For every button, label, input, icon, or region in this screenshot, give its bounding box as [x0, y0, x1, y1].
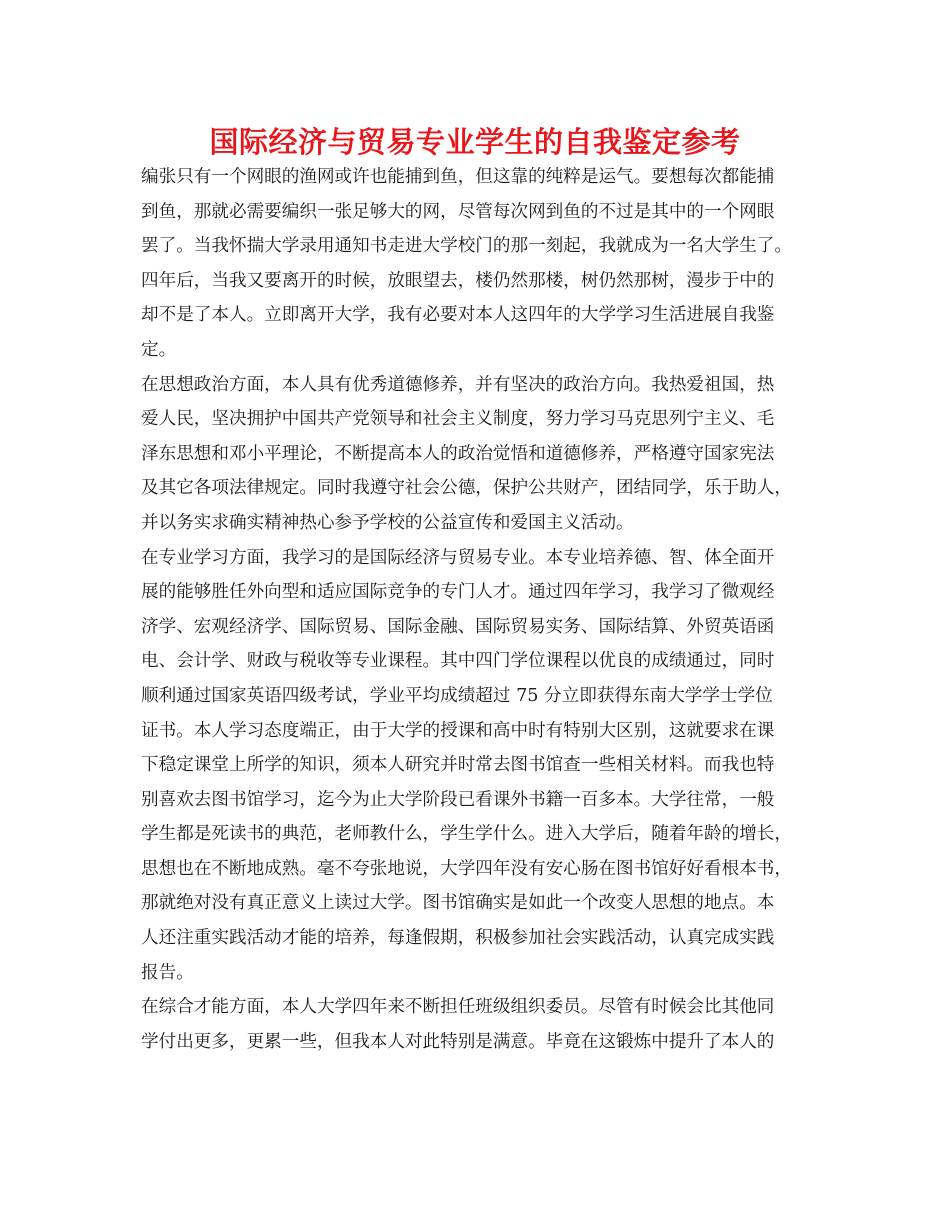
text-line-20: 学生都是死读书的典范，老师教什么，学生学什么。进入大学后，随着年龄的增长， — [141, 824, 792, 845]
text-line-11: 并以务实求确实精神热心参予学校的公益宣传和爱国主义活动。 — [141, 512, 634, 533]
text-line-26: 学付出更多，更累一些，但我本人对此特别是满意。毕竟在这锻炼中提升了本人的 — [141, 1031, 775, 1052]
text-line-3: 罢了。当我怀揣大学录用通知书走进大学校门的那一刻起，我就成为一名大学生了。 — [141, 236, 792, 257]
text-line-19: 别喜欢去图书馆学习，迄今为止大学阶段已看课外书籍一百多本。大学往常，一般 — [141, 789, 775, 810]
text-line-25: 在综合才能方面，本人大学四年来不断担任班级组织委员。尽管有时候会比其他同 — [141, 997, 775, 1018]
text-line-17: 证书。本人学习态度端正，由于大学的授课和高中时有特别大区别，这就要求在课 — [141, 720, 775, 741]
text-line-8: 爱人民，坚决拥护中国共产党领导和社会主义制度，努力学习马克思列宁主义、毛 — [141, 409, 775, 430]
text-line-5: 却不是了本人。立即离开大学，我有必要对本人这四年的大学学习生活进展自我鉴 — [141, 305, 775, 326]
text-line-13: 展的能够胜任外向型和适应国际竞争的专门人才。通过四年学习，我学习了微观经 — [141, 582, 775, 603]
text-line-10: 及其它各项法律规定。同时我遵守社会公德，保护公共财产，团结同学，乐于助人， — [141, 478, 792, 499]
text-line-21: 思想也在不断地成熟。毫不夸张地说，大学四年没有安心肠在图书馆好好看根本书， — [141, 858, 792, 879]
text-line-6: 定。 — [141, 339, 177, 360]
text-line-24: 报告。 — [141, 962, 194, 983]
text-line-16: 顺利通过国家英语四级考试，学业平均成绩超过 75 分立即获得东南大学学士学位 — [141, 685, 773, 706]
text-line-2: 到鱼，那就必需要编织一张足够大的网，尽管每次网到鱼的不过是其中的一个网眼 — [141, 201, 775, 222]
text-line-1: 编张只有一个网眼的渔网或许也能捕到鱼，但这靠的纯粹是运气。要想每次都能捕 — [141, 167, 775, 187]
text-line-22: 那就绝对没有真正意义上读过大学。图书馆确实是如此一个改变人思想的地点。本 — [141, 893, 775, 914]
text-line-14: 济学、宏观经济学、国际贸易、国际金融、国际贸易实务、国际结算、外贸英语函 — [141, 616, 775, 637]
text-line-15: 电、会计学、财政与税收等专业课程。其中四门学位课程以优良的成绩通过，同时 — [141, 651, 775, 672]
text-line-18: 下稳定课堂上所学的知识，须本人研究并时常去图书馆查一些相关材料。而我也特 — [141, 755, 775, 776]
text-line-9: 泽东思想和邓小平理论，不断提高本人的政治觉悟和道德修养，严格遵守国家宪法 — [141, 443, 775, 464]
document-title: 国际经济与贸易专业学生的自我鉴定参考 — [209, 125, 741, 159]
text-line-7: 在思想政治方面，本人具有优秀道德修养，并有坚决的政治方向。我热爱祖国，热 — [141, 374, 775, 395]
document-body — [141, 160, 821, 1059]
text-line-12: 在专业学习方面，我学习的是国际经济与贸易专业。本专业培养德、智、体全面开 — [141, 547, 775, 568]
text-line-23: 人还注重实践活动才能的培养，每逢假期，积极参加社会实践活动，认真完成实践 — [141, 928, 775, 949]
text-line-4: 四年后，当我又要离开的时候，放眼望去，楼仍然那楼，树仍然那树，漫步于中的 — [141, 270, 775, 291]
